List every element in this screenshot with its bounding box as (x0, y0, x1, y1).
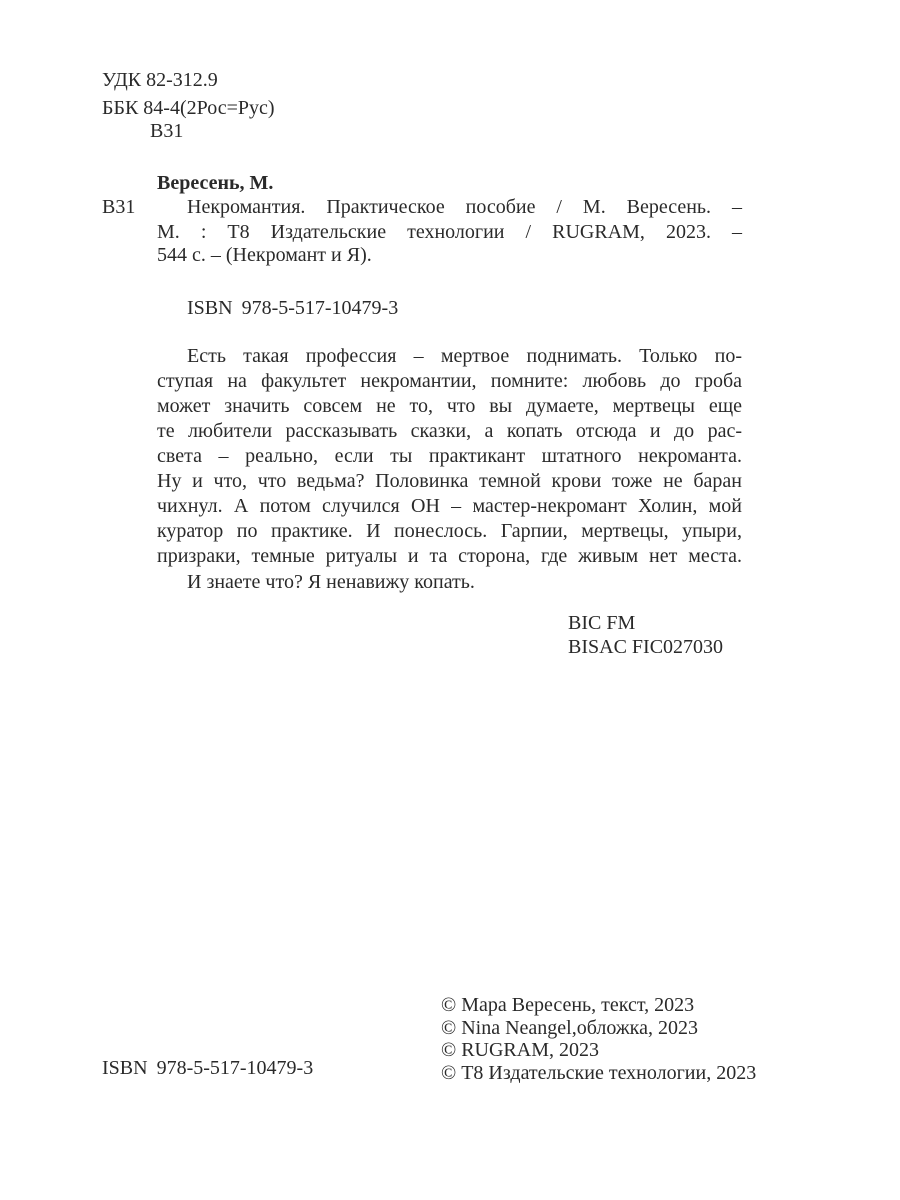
annotation-line: те любители рассказывать сказки, а копать отсюда и до рас- (157, 420, 742, 442)
bbk-code: ББК 84-4(2Рос=Рус) (102, 97, 275, 119)
record-line: Некромантия. Практическое пособие / М. Вересень. – (187, 196, 742, 218)
copyright-line: © Т8 Издательские технологии, 2023 (441, 1062, 757, 1084)
bic-code: BIC FM (568, 612, 636, 634)
udk-code: УДК 82-312.9 (102, 69, 218, 91)
annotation-line: может значить совсем не то, что вы думаете, мертвецы еще (157, 395, 742, 417)
annotation-line: призраки, темные ритуалы и та сторона, где живым нет места. (157, 545, 742, 567)
annotation-line: куратор по практике. И понеслось. Гарпии, мертвецы, упыри, (157, 520, 742, 542)
copyright-line: © RUGRAM, 2023 (441, 1039, 599, 1061)
bisac-code: BISAC FIC027030 (568, 636, 724, 658)
footer-isbn: ISBN 978-5-517-10479-3 (102, 1057, 314, 1079)
annotation-line: И знаете что? Я ненавижу копать. (187, 571, 475, 593)
copyright-line: © Nina Neangel,обложка, 2023 (441, 1017, 698, 1039)
annotation-line: ступая на факультет некромантии, помните: любовь до гроба (157, 370, 742, 392)
annotation-line: света – реально, если ты практикант штатного некроманта. (157, 445, 742, 467)
record-isbn: ISBN 978-5-517-10479-3 (187, 297, 399, 319)
author-heading: Вересень, М. (157, 172, 274, 194)
annotation-line: чихнул. А потом случился ОН – мастер-некромант Холин, мой (157, 495, 742, 517)
record-line: 544 с. – (Некромант и Я). (157, 244, 372, 266)
record-line: М. : Т8 Издательские технологии / RUGRAM, 2023. – (157, 221, 742, 243)
record-author-sign: В31 (102, 196, 136, 218)
copyright-line: © Мара Вересень, текст, 2023 (441, 994, 695, 1016)
annotation-line: Есть такая профессия – мертвое поднимать. Только по- (187, 345, 742, 367)
author-sign: В31 (150, 120, 184, 142)
annotation-line: Ну и что, что ведьма? Половинка темной крови тоже не баран (157, 470, 742, 492)
